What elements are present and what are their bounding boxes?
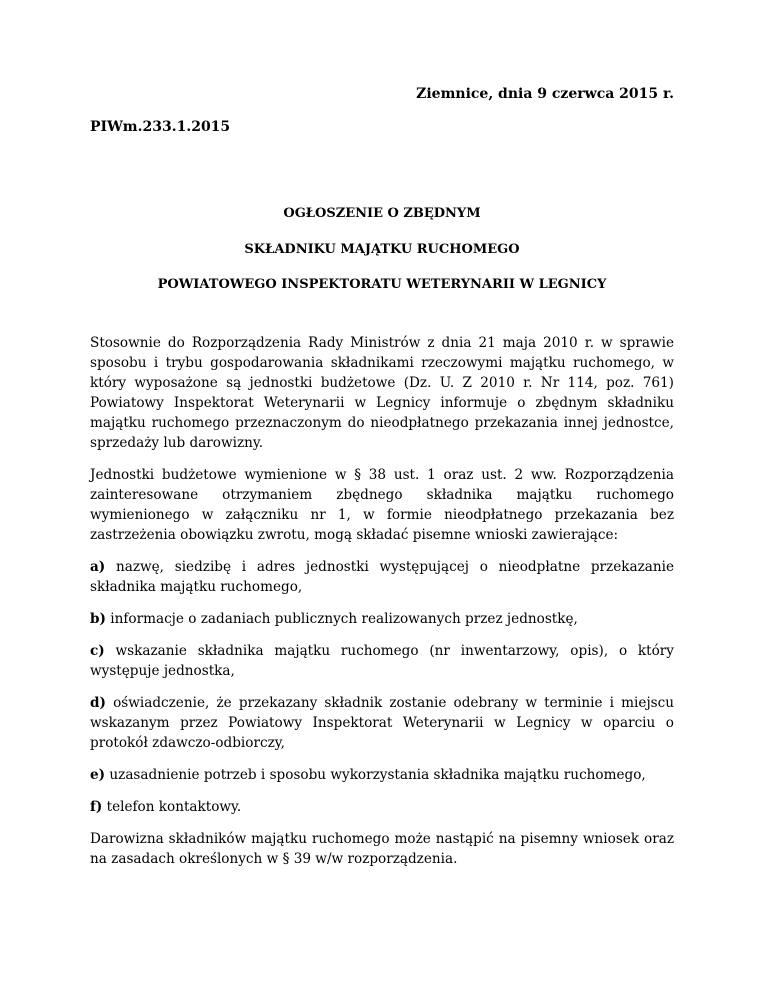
list-item-d [90,693,674,753]
closing-paragraph: Darowizna składników majątku ruchomego może nastąpić na pisemny wniosek oraz na zasadach określonych w § 39 w/w rozporządzenia. [90,831,674,867]
list-marker: f) [90,799,103,815]
list-item-e [90,765,674,785]
list-marker: e) [90,767,106,783]
title-line-3: POWIATOWEGO INSPEKTORATU WETERYNARII W LEGNICY [157,277,607,292]
title-line-1: OGŁOSZENIE O ZBĘDNYM [283,206,481,221]
list-marker: b) [90,611,106,627]
list-text: telefon kontaktowy. [102,799,242,815]
list-item-f [90,797,674,817]
document-page [90,0,674,994]
list-item-a [90,557,674,597]
list-item-b [90,609,674,629]
list-text: uzasadnienie potrzeb i sposobu wykorzystania składnika majątku ruchomego, [105,767,646,783]
list-marker: d) [90,695,106,711]
list-item-c [90,641,674,681]
list-text: nazwę, siedzibę i adres jednostki występującej o nieodpłatne przekazanie składnika majątku ruchomego, [90,559,674,595]
list-marker: a) [90,559,106,575]
document-body [90,333,674,881]
list-text: wskazanie składnika majątku ruchomego (nr inwentarzowy, opis), o który występuje jednostka, [90,643,674,679]
reference-number: PIWm.233.1.2015 [90,119,231,135]
list-text: oświadczenie, że przekazany składnik zostanie odebrany w terminie i miejscu wskazanym przez Powiatowy Inspektorat Weterynarii w Legnicy w oparciu o protokół zdawczo-odbiorczy, [90,695,674,751]
place-and-date: Ziemnice, dnia 9 czerwca 2015 r. [416,86,674,102]
title-line-2: SKŁADNIKU MAJĄTKU RUCHOMEGO [244,242,520,257]
list-text: informacje o zadaniach publicznych realizowanych przez jednostkę, [105,611,578,627]
intro-paragraph: Stosownie do Rozporządzenia Rady Ministrów z dnia 21 maja 2010 r. w sprawie sposobu i trybu gospodarowania składnikami rzeczowymi majątku ruchomego, w który wyposażone są jednostki budżetowe (Dz. U. Z 2010 r. Nr 114, poz. 761) Powiatowy Inspektorat Weterynarii w Legnicy informuje o zbędnym składniku majątku ruchomego przeznaczonym do nieodpłatnego przekazania innej jednostce, sprzedaży lub darowizny. [90,335,674,451]
units-paragraph: Jednostki budżetowe wymienione w § 38 ust. 1 oraz ust. 2 ww. Rozporządzenia zainteresowane otrzymaniem zbędnego składnika majątku ruchomego wymienionego w załączniku nr 1, w formie nieodpłatnego przekazania bez zastrzeżenia obowiązku zwrotu, mogą składać pisemne wnioski zawierające: [90,467,674,543]
list-marker: c) [90,643,105,659]
